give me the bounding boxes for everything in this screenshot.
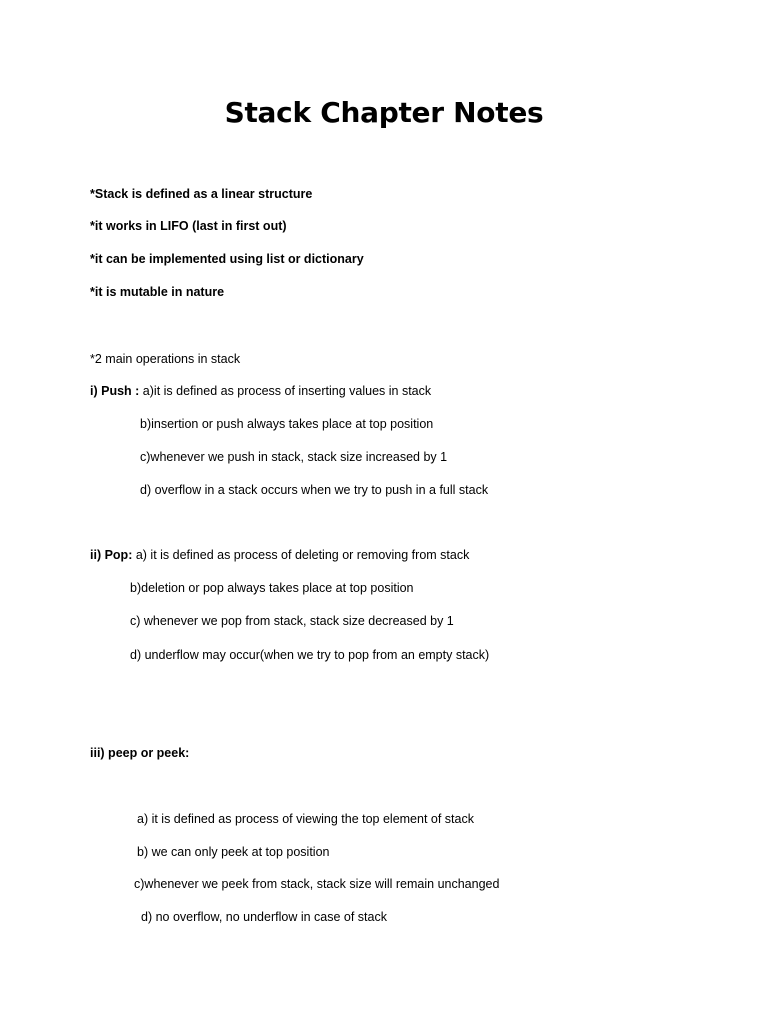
peek-point: b) we can only peek at top position [137, 845, 330, 859]
push-point: a)it is defined as process of inserting values in stack [142, 384, 432, 398]
pop-point: b)deletion or pop always takes place at top position [130, 581, 414, 595]
peek-point: d) no overflow, no underflow in case of stack [141, 910, 387, 924]
page-title: Stack Chapter Notes [224, 96, 544, 129]
fact-item: *it is mutable in nature [90, 285, 225, 299]
push-point: b)insertion or push always takes place at top position [140, 417, 434, 431]
push-point: d) overflow in a stack occurs when we try to push in a full stack [140, 483, 489, 497]
pop-first-line [90, 549, 469, 562]
pop-point: d) underflow may occur(when we try to pop from an empty stack) [130, 648, 490, 662]
pop-point: a) it is defined as process of deleting or removing from stack [135, 548, 470, 562]
fact-item: *Stack is defined as a linear structure [90, 187, 313, 201]
fact-item: *it can be implemented using list or dictionary [90, 252, 364, 266]
peek-point: c)whenever we peek from stack, stack size will remain unchanged [134, 877, 500, 891]
push-point: c)whenever we push in stack, stack size increased by 1 [140, 450, 448, 464]
peek-label: iii) peep or peek: [90, 746, 190, 760]
push-label: i) Push : [90, 384, 140, 398]
peek-point: a) it is defined as process of viewing the top element of stack [137, 812, 474, 826]
fact-item: *it works in LIFO (last in first out) [90, 219, 287, 233]
operations-intro: *2 main operations in stack [90, 352, 241, 366]
pop-point: c) whenever we pop from stack, stack size decreased by 1 [130, 614, 454, 628]
pop-label: ii) Pop: [90, 548, 133, 562]
push-first-line [90, 385, 431, 398]
